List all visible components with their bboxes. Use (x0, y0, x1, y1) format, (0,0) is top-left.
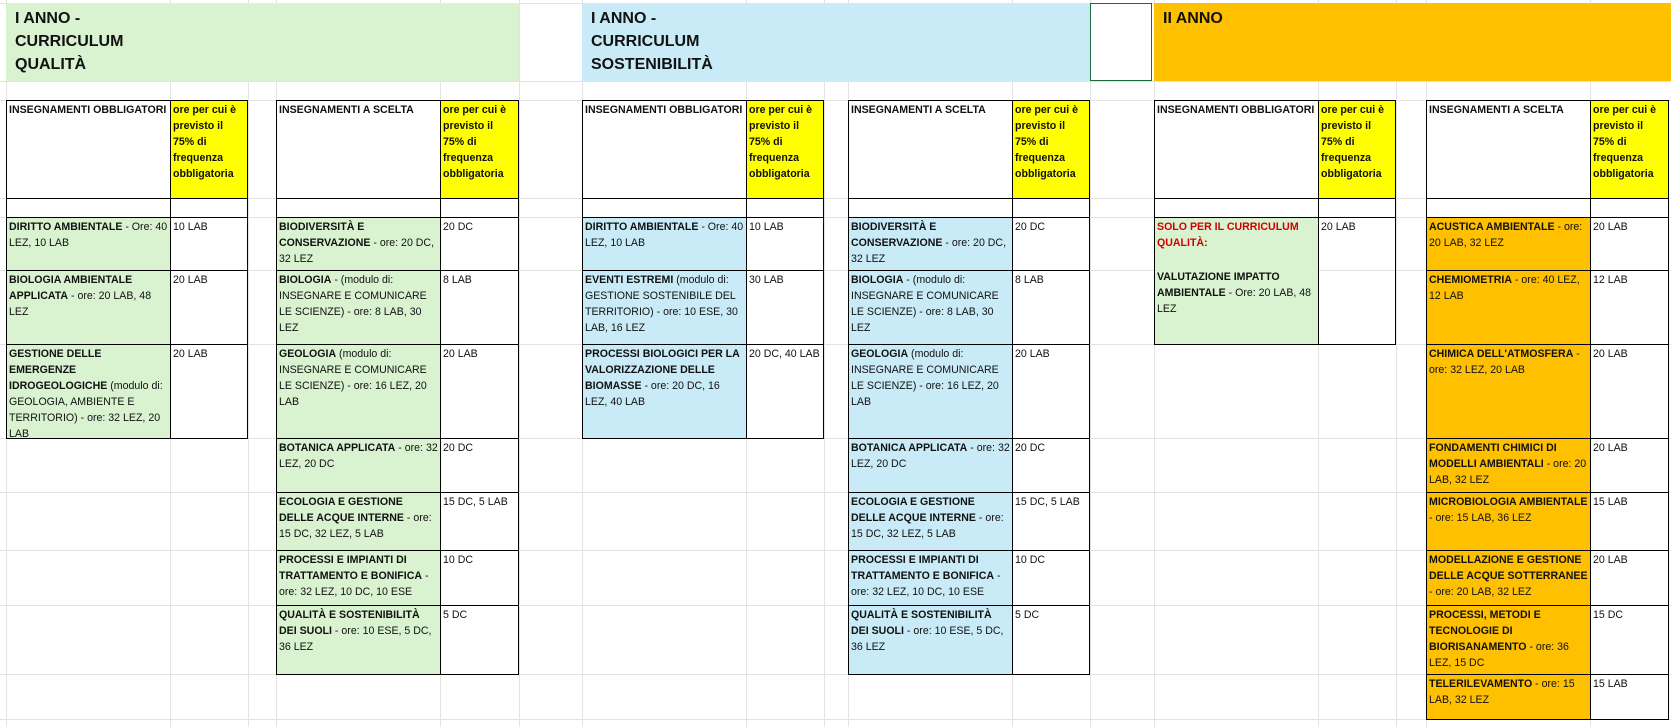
course-detail: - (modulo di: INSEGNARE E COMUNICARE LE SCIENZE) - ore: 8 LAB, 30 LEZ (851, 274, 999, 334)
s-sce-course-cell[interactable] (848, 270, 1013, 345)
curriculum-note: SOLO PER IL CURRICULUM QUALITÀ: (1157, 221, 1299, 249)
hours-header-text: ore per cui è previsto il 75% di frequenza obbligatoria (1015, 104, 1078, 180)
s-sce-hours-cell[interactable] (1012, 492, 1090, 551)
q-obb-course-cell[interactable] (6, 217, 171, 271)
y2-sce-course-cell[interactable] (1426, 438, 1591, 493)
q-obb-hours-header[interactable] (170, 100, 248, 199)
s-sce-hours-cell[interactable] (1012, 438, 1090, 493)
s-sce-hours-cell[interactable] (1012, 605, 1090, 675)
y2-sce-hours-cell[interactable] (1590, 270, 1669, 345)
q-sce-spacer-cell[interactable] (276, 198, 441, 218)
q-sce-header-label[interactable] (276, 100, 441, 199)
q-sce-course-cell[interactable] (276, 492, 441, 551)
course-detail: - ore: 20 DC, 32 LEZ (279, 237, 435, 265)
course-name: BIOLOGIA (279, 274, 332, 286)
s-sce-hours-header[interactable] (1012, 100, 1090, 199)
y2-sce-course-cell[interactable] (1426, 674, 1591, 720)
course-name: CHEMIOMETRIA (1429, 274, 1512, 286)
y2-obb-spacer-cell[interactable] (1154, 198, 1319, 218)
course-detail: - ore: 40 LEZ, 12 LAB (1429, 274, 1580, 302)
y2-sce-spacer-cell[interactable] (1426, 198, 1591, 218)
q-sce-hours-cell[interactable] (440, 270, 519, 345)
course-detail: - ore: 10 ESE, 5 DC, 36 LEZ (279, 625, 432, 653)
header-label-text: INSEGNAMENTI OBBLIGATORI (9, 104, 167, 116)
hours-value: 20 LAB (1593, 348, 1628, 360)
course-name: GEOLOGIA (279, 348, 337, 360)
course-name: PROCESSI E IMPIANTI DI TRATTAMENTO E BONIFICA (279, 554, 423, 582)
course-name: ACUSTICA AMBIENTALE (1429, 221, 1555, 233)
y2-sce-course-cell[interactable] (1426, 270, 1591, 345)
hours-value: 10 LAB (749, 221, 784, 233)
course-name: DIRITTO AMBIENTALE (9, 221, 123, 233)
course-detail: - ore: 32 LEZ, 20 LAB (1429, 348, 1580, 376)
hours-header-text: ore per cui è previsto il 75% di frequenza obbligatoria (173, 104, 236, 180)
course-detail: - ore: 20 LAB, 48 LEZ (9, 290, 152, 318)
q-sce-hours-cell[interactable] (440, 605, 519, 675)
s-obb-course-cell[interactable] (582, 344, 747, 439)
hours-value: 20 LAB (1593, 554, 1628, 566)
hours-value: 20 DC, 40 LAB (749, 348, 820, 360)
selected-cell[interactable] (1090, 3, 1152, 81)
y2-sce-hours-cell[interactable] (1590, 344, 1669, 439)
hours-value: 15 DC, 5 LAB (1015, 496, 1080, 508)
header-label-text: INSEGNAMENTI A SCELTA (851, 104, 986, 116)
q-sce-course-cell[interactable] (276, 605, 441, 675)
q-obb-header-label[interactable] (6, 100, 171, 199)
hours-value: 20 LAB (443, 348, 478, 360)
header-label-text: INSEGNAMENTI A SCELTA (279, 104, 414, 116)
hours-value: 15 DC (1593, 609, 1624, 621)
s-sce-course-cell[interactable] (848, 550, 1013, 606)
course-detail: - ore: 10 ESE, 5 DC, 36 LEZ (851, 625, 1004, 653)
hours-header-text: ore per cui è previsto il 75% di frequenza obbligatoria (443, 104, 506, 180)
hours-value: 10 LAB (173, 221, 208, 233)
hours-value: 20 DC (443, 221, 474, 233)
course-name: PROCESSI, METODI E TECNOLOGIE DI BIORISANAMENTO (1429, 609, 1541, 653)
s-obb-hours-header[interactable] (746, 100, 824, 199)
hours-header-text: ore per cui è previsto il 75% di frequenza obbligatoria (749, 104, 812, 180)
s-obb-course-cell[interactable] (582, 270, 747, 345)
hours-value: 20 LAB (1593, 442, 1628, 454)
y2-sce-hours-cell[interactable] (1590, 605, 1669, 675)
s-obb-header-label[interactable] (582, 100, 747, 199)
q-sce-hours-cell[interactable] (440, 492, 519, 551)
s-obb-hours-cell[interactable] (746, 270, 824, 345)
y2-obb-course-cell[interactable] (1154, 217, 1319, 345)
hours-value: 20 LAB (1015, 348, 1050, 360)
course-name: PROCESSI BIOLOGICI PER LA VALORIZZAZIONE DELLE BIOMASSE (585, 348, 740, 392)
y2-sce-hours-cell[interactable] (1590, 438, 1669, 493)
s-sce-course-cell[interactable] (848, 344, 1013, 439)
y2-sce-course-cell[interactable] (1426, 217, 1591, 271)
header-label-text: INSEGNAMENTI A SCELTA (1429, 104, 1564, 116)
q-obb-course-cell[interactable] (6, 270, 171, 345)
course-detail: - ore: 15 LAB, 32 LEZ (1429, 678, 1575, 706)
course-detail: - ore: 15 DC, 32 LEZ, 5 LAB (851, 512, 1004, 540)
course-name: PROCESSI E IMPIANTI DI TRATTAMENTO E BONIFICA (851, 554, 995, 582)
q-sce-hours-cell[interactable] (440, 344, 519, 439)
q-sce-spacer-cell[interactable] (440, 198, 519, 218)
course-name: GESTIONE DELLE EMERGENZE IDROGEOLOGICHE (9, 348, 108, 392)
course-detail: (modulo di: GESTIONE SOSTENIBILE DEL TERRITORIO) - ore: 10 ESE, 30 LAB, 16 LEZ (585, 274, 738, 334)
course-name: BIODIVERSITÀ E CONSERVAZIONE (851, 221, 943, 249)
s-sce-hours-cell[interactable] (1012, 270, 1090, 345)
course-detail: (modulo di: INSEGNARE E COMUNICARE LE SCIENZE) - ore: 16 LEZ, 20 LAB (279, 348, 427, 408)
course-name: ECOLOGIA E GESTIONE DELLE ACQUE INTERNE (851, 496, 976, 524)
course-detail: - ore: 36 LEZ, 15 DC (1429, 641, 1569, 669)
course-detail: - ore: 20 LAB, 32 LEZ (1429, 458, 1587, 486)
course-detail: - ore: 32 LEZ, 10 DC, 10 ESE (279, 570, 429, 598)
header-secondo-anno[interactable]: II ANNO (1154, 3, 1671, 81)
hours-value: 15 LAB (1593, 678, 1628, 690)
hours-value: 15 DC, 5 LAB (443, 496, 508, 508)
s-sce-hours-cell[interactable] (1012, 344, 1090, 439)
course-name: VALUTAZIONE IMPATTO AMBIENTALE (1157, 271, 1280, 299)
q-sce-hours-cell[interactable] (440, 217, 519, 271)
s-obb-spacer-cell[interactable] (746, 198, 824, 218)
course-name: GEOLOGIA (851, 348, 909, 360)
y2-obb-header-label[interactable] (1154, 100, 1319, 199)
q-sce-course-cell[interactable] (276, 438, 441, 493)
y2-obb-spacer-cell[interactable] (1318, 198, 1396, 218)
q-sce-hours-cell[interactable] (440, 550, 519, 606)
s-obb-hours-cell[interactable] (746, 344, 824, 439)
course-name: BIOLOGIA AMBIENTALE APPLICATA (9, 274, 133, 302)
hours-value: 20 LAB (173, 348, 208, 360)
course-name: EVENTI ESTREMI (585, 274, 674, 286)
q-obb-hours-cell[interactable] (170, 344, 248, 439)
q-sce-course-cell[interactable] (276, 344, 441, 439)
course-detail: - ore: 15 DC, 32 LEZ, 5 LAB (279, 512, 432, 540)
y2-sce-hours-cell[interactable] (1590, 550, 1669, 606)
s-obb-course-cell[interactable] (582, 217, 747, 271)
header-label-text: INSEGNAMENTI OBBLIGATORI (585, 104, 743, 116)
y2-obb-hours-cell[interactable] (1318, 217, 1396, 345)
q-obb-course-cell[interactable] (6, 344, 171, 439)
q-obb-hours-cell[interactable] (170, 270, 248, 345)
course-name: BIOLOGIA (851, 274, 904, 286)
hours-value: 12 LAB (1593, 274, 1628, 286)
s-sce-course-cell[interactable] (848, 438, 1013, 493)
course-detail: - ore: 20 DC, 16 LEZ, 40 LAB (585, 380, 720, 408)
y2-sce-course-cell[interactable] (1426, 344, 1591, 439)
course-name: BIODIVERSITÀ E CONSERVAZIONE (279, 221, 371, 249)
hours-header-text: ore per cui è previsto il 75% di frequenza obbligatoria (1593, 104, 1656, 180)
course-detail: - (modulo di: INSEGNARE E COMUNICARE LE SCIENZE) - ore: 8 LAB, 30 LEZ (279, 274, 427, 334)
hours-value: 20 LAB (1321, 221, 1356, 233)
hours-value: 10 DC (1015, 554, 1046, 566)
course-name: QUALITÀ E SOSTENIBILITÀ DEI SUOLI (279, 609, 420, 637)
y2-sce-header-label[interactable] (1426, 100, 1591, 199)
hours-value: 20 DC (1015, 221, 1046, 233)
hours-value: 10 DC (443, 554, 474, 566)
course-name: MICROBIOLOGIA AMBIENTALE (1429, 496, 1588, 508)
course-detail: (modulo di: GEOLOGIA, AMBIENTE E TERRITORIO) - ore: 32 LEZ, 20 LAB (9, 380, 163, 439)
hours-value: 15 LAB (1593, 496, 1628, 508)
header-label-text: INSEGNAMENTI OBBLIGATORI (1157, 104, 1315, 116)
course-name: MODELLAZIONE E GESTIONE DELLE ACQUE SOTTERRANEE (1429, 554, 1588, 582)
q-obb-spacer-cell[interactable] (6, 198, 171, 218)
q-sce-hours-cell[interactable] (440, 438, 519, 493)
y2-obb-hours-header[interactable] (1318, 100, 1396, 199)
course-name: BOTANICA APPLICATA (851, 442, 968, 454)
course-detail: - ore: 20 LAB, 32 LEZ (1429, 586, 1532, 598)
y2-sce-course-cell[interactable] (1426, 605, 1591, 675)
hours-value: 20 LAB (1593, 221, 1628, 233)
course-detail: - Ore: 40 LEZ, 10 LAB (9, 221, 168, 249)
q-sce-course-cell[interactable] (276, 217, 441, 271)
course-detail: - ore: 32 LEZ, 20 DC (851, 442, 1010, 470)
course-detail: - Ore: 40 LEZ, 10 LAB (585, 221, 744, 249)
s-sce-header-label[interactable] (848, 100, 1013, 199)
y2-sce-hours-cell[interactable] (1590, 217, 1669, 271)
hours-value: 5 DC (1015, 609, 1040, 621)
s-obb-hours-cell[interactable] (746, 217, 824, 271)
s-sce-spacer-cell[interactable] (848, 198, 1013, 218)
s-obb-spacer-cell[interactable] (582, 198, 747, 218)
course-name: BOTANICA APPLICATA (279, 442, 396, 454)
y2-sce-hours-cell[interactable] (1590, 492, 1669, 551)
hours-value: 8 LAB (443, 274, 472, 286)
hours-header-text: ore per cui è previsto il 75% di frequenza obbligatoria (1321, 104, 1384, 180)
hours-value: 5 DC (443, 609, 468, 621)
course-name: ECOLOGIA E GESTIONE DELLE ACQUE INTERNE (279, 496, 404, 524)
header-qualita[interactable]: I ANNO - CURRICULUM QUALITÀ (6, 3, 519, 81)
course-name: TELERILEVAMENTO (1429, 678, 1533, 690)
q-sce-hours-header[interactable] (440, 100, 519, 199)
q-obb-spacer-cell[interactable] (170, 198, 248, 218)
y2-sce-hours-cell[interactable] (1590, 674, 1669, 720)
hours-value: 20 DC (1015, 442, 1046, 454)
s-sce-course-cell[interactable] (848, 492, 1013, 551)
hours-value: 8 LAB (1015, 274, 1044, 286)
course-detail: - ore: 32 LEZ, 20 DC (279, 442, 438, 470)
y2-sce-course-cell[interactable] (1426, 492, 1591, 551)
course-detail: (modulo di: INSEGNARE E COMUNICARE LE SCIENZE) - ore: 16 LEZ, 20 LAB (851, 348, 999, 408)
course-name: FONDAMENTI CHIMICI DI MODELLI AMBIENTALI (1429, 442, 1557, 470)
course-detail: - ore: 32 LEZ, 10 DC, 10 ESE (851, 570, 1001, 598)
course-name: DIRITTO AMBIENTALE (585, 221, 699, 233)
course-name: QUALITÀ E SOSTENIBILITÀ DEI SUOLI (851, 609, 992, 637)
q-obb-hours-cell[interactable] (170, 217, 248, 271)
course-detail: - ore: 20 DC, 32 LEZ (851, 237, 1007, 265)
y2-sce-hours-header[interactable] (1590, 100, 1669, 199)
course-detail: - Ore: 20 LAB, 48 LEZ (1157, 287, 1312, 315)
s-sce-hours-cell[interactable] (1012, 550, 1090, 606)
y2-sce-course-cell[interactable] (1426, 550, 1591, 606)
course-name: CHIMICA DELL'ATMOSFERA (1429, 348, 1574, 360)
s-sce-spacer-cell[interactable] (1012, 198, 1090, 218)
hours-value: 30 LAB (749, 274, 784, 286)
y2-sce-spacer-cell[interactable] (1590, 198, 1669, 218)
hours-value: 20 DC (443, 442, 474, 454)
q-sce-course-cell[interactable] (276, 270, 441, 345)
s-sce-course-cell[interactable] (848, 217, 1013, 271)
s-sce-hours-cell[interactable] (1012, 217, 1090, 271)
hours-value: 20 LAB (173, 274, 208, 286)
course-detail: - ore: 20 LAB, 32 LEZ (1429, 221, 1583, 249)
s-sce-course-cell[interactable] (848, 605, 1013, 675)
q-sce-course-cell[interactable] (276, 550, 441, 606)
course-detail: - ore: 15 LAB, 36 LEZ (1429, 512, 1532, 524)
header-sostenibilita[interactable]: I ANNO - CURRICULUM SOSTENIBILITÀ (582, 3, 1090, 81)
